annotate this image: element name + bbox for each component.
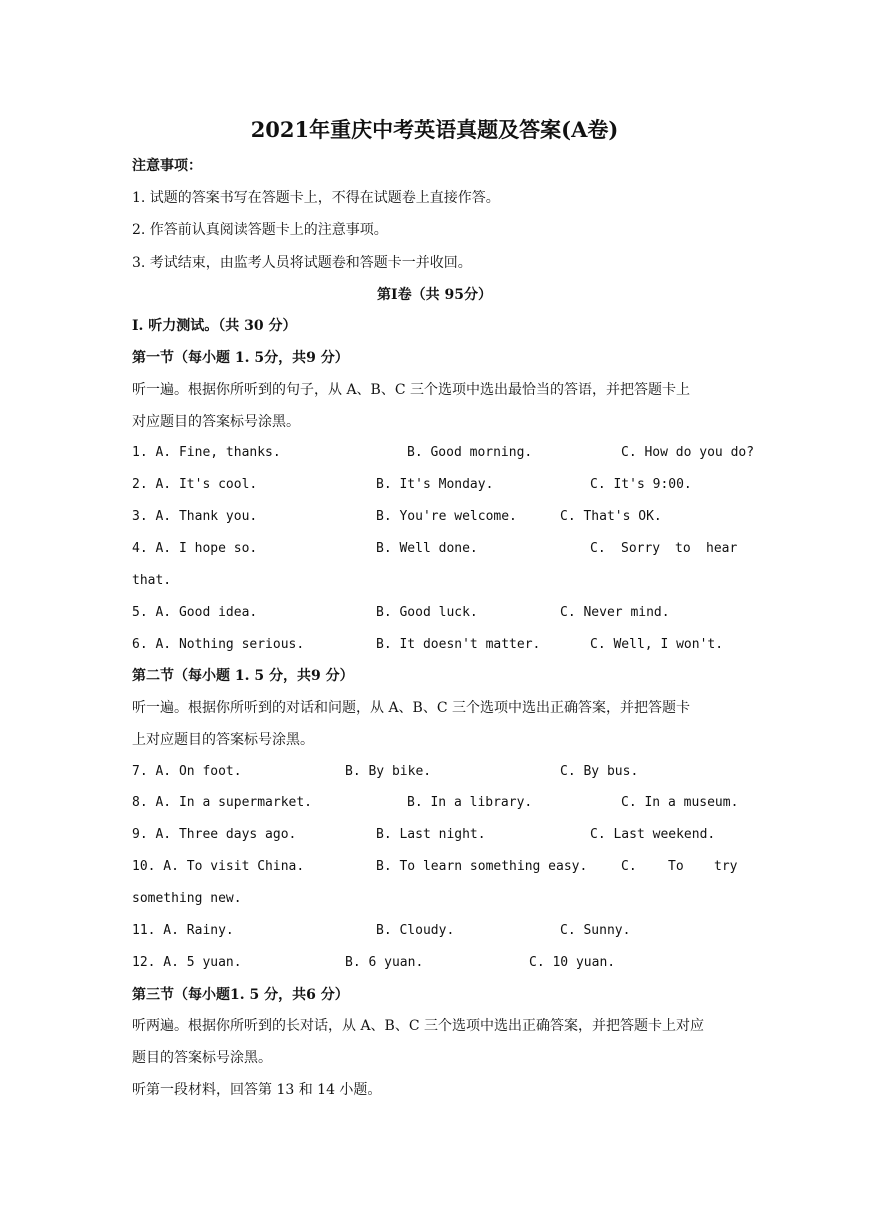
option-a: 9. A. Three days ago. — [132, 827, 297, 842]
option-c: C. Last weekend. — [590, 827, 716, 842]
instruction-text: 听两遍。根据你所听到的长对话，从 A、B、C 三个选项中选出正确答案，并把答题卡上对应 — [132, 1018, 705, 1034]
instruction-text: 上对应题目的答案标号涂黑。 — [132, 732, 314, 748]
option-c-continued: that. — [132, 573, 172, 588]
option-b: B. In a library. — [407, 795, 533, 810]
option-c-word: to — [675, 541, 691, 556]
option-a: 11. A. Rainy. — [132, 923, 234, 938]
notice-heading: 注意事项： — [132, 158, 202, 174]
option-b: B. 6 yuan. — [345, 955, 424, 970]
option-a: 6. A. Nothing serious. — [132, 637, 305, 652]
option-a: 5. A. Good idea. — [132, 605, 258, 620]
option-c-label: C. — [621, 859, 637, 874]
option-a: 12. A. 5 yuan. — [132, 955, 242, 970]
option-c: C. It's 9:00. — [590, 477, 692, 492]
option-c-label: C. — [590, 541, 606, 556]
option-b: B. Well done. — [376, 541, 478, 556]
option-c-word: To — [668, 859, 684, 874]
instruction-text: 听一遍。根据你所听到的对话和问题，从 A、B、C 三个选项中选出正确答案，并把答题卡 — [132, 700, 691, 716]
option-a: 3. A. Thank you. — [132, 509, 258, 524]
option-b: B. By bike. — [345, 764, 432, 779]
option-c: C. In a museum. — [621, 795, 739, 810]
option-a: 8. A. In a supermarket. — [132, 795, 313, 810]
subsection-heading: 第三节（每小题1. 5 分，共6 分） — [132, 987, 349, 1003]
option-b: B. Good morning. — [407, 445, 533, 460]
option-c-word: try — [714, 859, 738, 874]
option-a: 10. A. To visit China. — [132, 859, 305, 874]
option-b: B. It's Monday. — [376, 477, 494, 492]
instruction-text: 题目的答案标号涂黑。 — [132, 1050, 272, 1066]
section-heading: I. 听力测试。（共 30 分） — [132, 318, 297, 334]
option-c: C. By bus. — [560, 764, 639, 779]
option-c-continued: something new. — [132, 891, 242, 906]
instruction-text: 听一遍。根据你所听到的句子，从 A、B、C 三个选项中选出最恰当的答语，并把答题卡上 — [132, 382, 691, 398]
instruction-text: 对应题目的答案标号涂黑。 — [132, 414, 300, 430]
option-b: B. To learn something easy. — [376, 859, 588, 874]
option-c-word: hear — [706, 541, 738, 556]
subsection-heading: 第二节（每小题 1. 5 分，共9 分） — [132, 668, 354, 684]
notice-item: 3. 考试结束，由监考人员将试题卷和答题卡一并收回。 — [132, 255, 472, 271]
option-b: B. Good luck. — [376, 605, 478, 620]
option-c: C. 10 yuan. — [529, 955, 616, 970]
option-a: 2. A. It's cool. — [132, 477, 258, 492]
option-b: B. You're welcome. — [376, 509, 517, 524]
option-c: C. How do you do? — [621, 445, 755, 460]
notice-item: 1. 试题的答案书写在答题卡上，不得在试题卷上直接作答。 — [132, 190, 500, 206]
option-c-word: Sorry — [621, 541, 661, 556]
option-b: B. It doesn't matter. — [376, 637, 541, 652]
option-c: C. Never mind. — [560, 605, 670, 620]
option-b: B. Cloudy. — [376, 923, 455, 938]
instruction-text: 听第一段材料，回答第 13 和 14 小题。 — [132, 1082, 382, 1098]
subsection-heading: 第一节（每小题 1. 5分，共9 分） — [132, 350, 349, 366]
page-title: 2021年重庆中考英语真题及答案(A卷) — [250, 117, 619, 142]
option-c: C. That's OK. — [560, 509, 662, 524]
option-a: 7. A. On foot. — [132, 764, 242, 779]
option-a: 1. A. Fine, thanks. — [132, 445, 281, 460]
option-a: 4. A. I hope so. — [132, 541, 258, 556]
notice-item: 2. 作答前认真阅读答题卡上的注意事项。 — [132, 222, 388, 238]
option-c: C. Well, I won't. — [590, 637, 724, 652]
option-c: C. Sunny. — [560, 923, 631, 938]
option-b: B. Last night. — [376, 827, 486, 842]
part-heading: 第Ⅰ卷（共 95分） — [377, 287, 492, 303]
